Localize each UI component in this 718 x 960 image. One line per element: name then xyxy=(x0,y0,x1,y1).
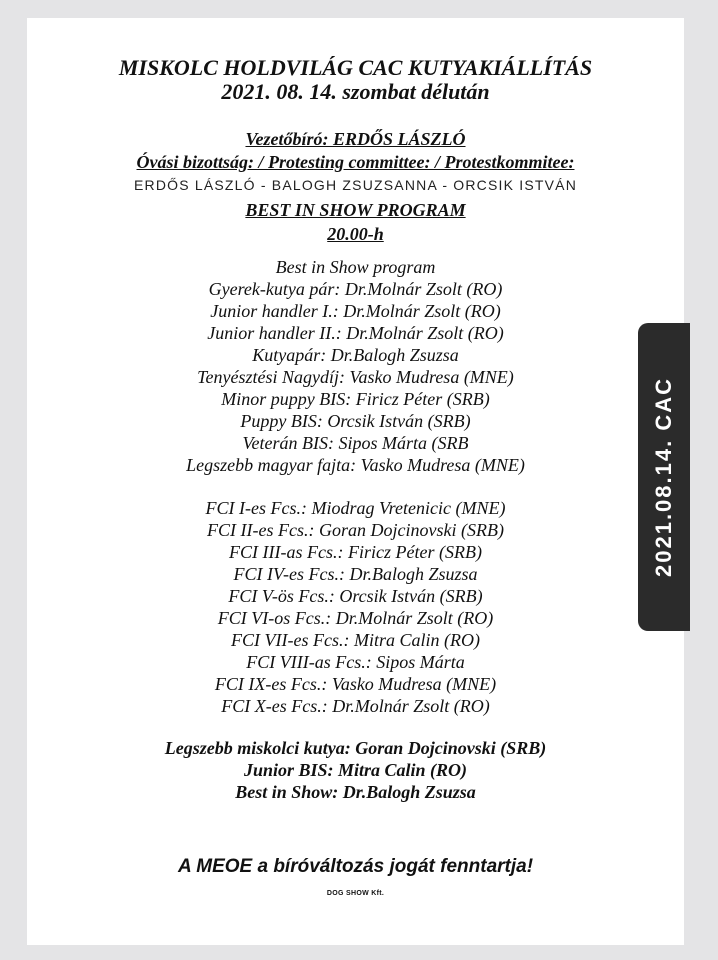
list-item: Kutyapár: Dr.Balogh Zsuzsa xyxy=(252,345,459,365)
committee-label: Óvási bizottság: / Protesting committee: / Protestkommitee: xyxy=(136,152,575,172)
list-item: Best in Show: Dr.Balogh Zsuzsa xyxy=(235,782,476,802)
program-time: 20.00-h xyxy=(327,224,384,244)
list-item: FCI VIII-as Fcs.: Sipos Márta xyxy=(246,652,465,672)
program-heading: BEST IN SHOW PROGRAM xyxy=(245,200,466,220)
list-item: Puppy BIS: Orcsik István (SRB) xyxy=(240,411,471,431)
chief-judge: Vezetőbíró: ERDŐS LÁSZLÓ xyxy=(245,129,466,149)
list-item: FCI II-es Fcs.: Goran Dojcinovski (SRB) xyxy=(207,520,504,540)
company-name: DOG SHOW Kft. xyxy=(326,890,385,897)
list-item: Tenyésztési Nagydíj: Vasko Mudresa (MNE) xyxy=(197,367,514,387)
show-title: MISKOLC HOLDVILÁG CAC KUTYAKIÁLLÍTÁS xyxy=(118,55,593,80)
list-item: Junior handler I.: Dr.Molnár Zsolt (RO) xyxy=(210,301,501,321)
list-item: FCI I-es Fcs.: Miodrag Vretenicic (MNE) xyxy=(205,498,506,518)
list-item: Legszebb miskolci kutya: Goran Dojcinovski (SRB) xyxy=(164,738,547,758)
list-item: Junior handler II.: Dr.Molnár Zsolt (RO) xyxy=(207,323,504,343)
date-side-tab xyxy=(638,323,690,631)
show-date: 2021. 08. 14. szombat délután xyxy=(221,79,490,104)
organizer-notice: A MEOE a bíróváltozás jogát fenntartja! xyxy=(177,856,534,877)
committee-members: ERDŐS LÁSZLÓ - BALOGH ZSUZSANNA - ORCSIK ISTVÁN xyxy=(133,177,578,193)
list-item: FCI IV-es Fcs.: Dr.Balogh Zsuzsa xyxy=(233,564,478,584)
list-item: FCI VI-os Fcs.: Dr.Molnár Zsolt (RO) xyxy=(217,608,494,628)
list-item: Best in Show program xyxy=(275,257,436,277)
list-item: FCI IX-es Fcs.: Vasko Mudresa (MNE) xyxy=(214,674,497,694)
list-item: FCI VII-es Fcs.: Mitra Calin (RO) xyxy=(231,630,480,650)
list-item: Veterán BIS: Sipos Márta (SRB xyxy=(242,433,469,453)
list-item: Gyerek-kutya pár: Dr.Molnár Zsolt (RO) xyxy=(208,279,503,299)
list-item: FCI V-ös Fcs.: Orcsik István (SRB) xyxy=(228,586,483,606)
list-item: Minor puppy BIS: Firicz Péter (SRB) xyxy=(221,389,490,409)
list-item: Junior BIS: Mitra Calin (RO) xyxy=(243,760,468,780)
program-sheet xyxy=(27,18,684,945)
list-item: Legszebb magyar fajta: Vasko Mudresa (MNE) xyxy=(186,455,525,475)
side-tab-label: 2021.08.14. CAC xyxy=(651,377,676,577)
list-item: FCI III-as Fcs.: Firicz Péter (SRB) xyxy=(229,542,482,562)
list-item: FCI X-es Fcs.: Dr.Molnár Zsolt (RO) xyxy=(221,696,490,716)
